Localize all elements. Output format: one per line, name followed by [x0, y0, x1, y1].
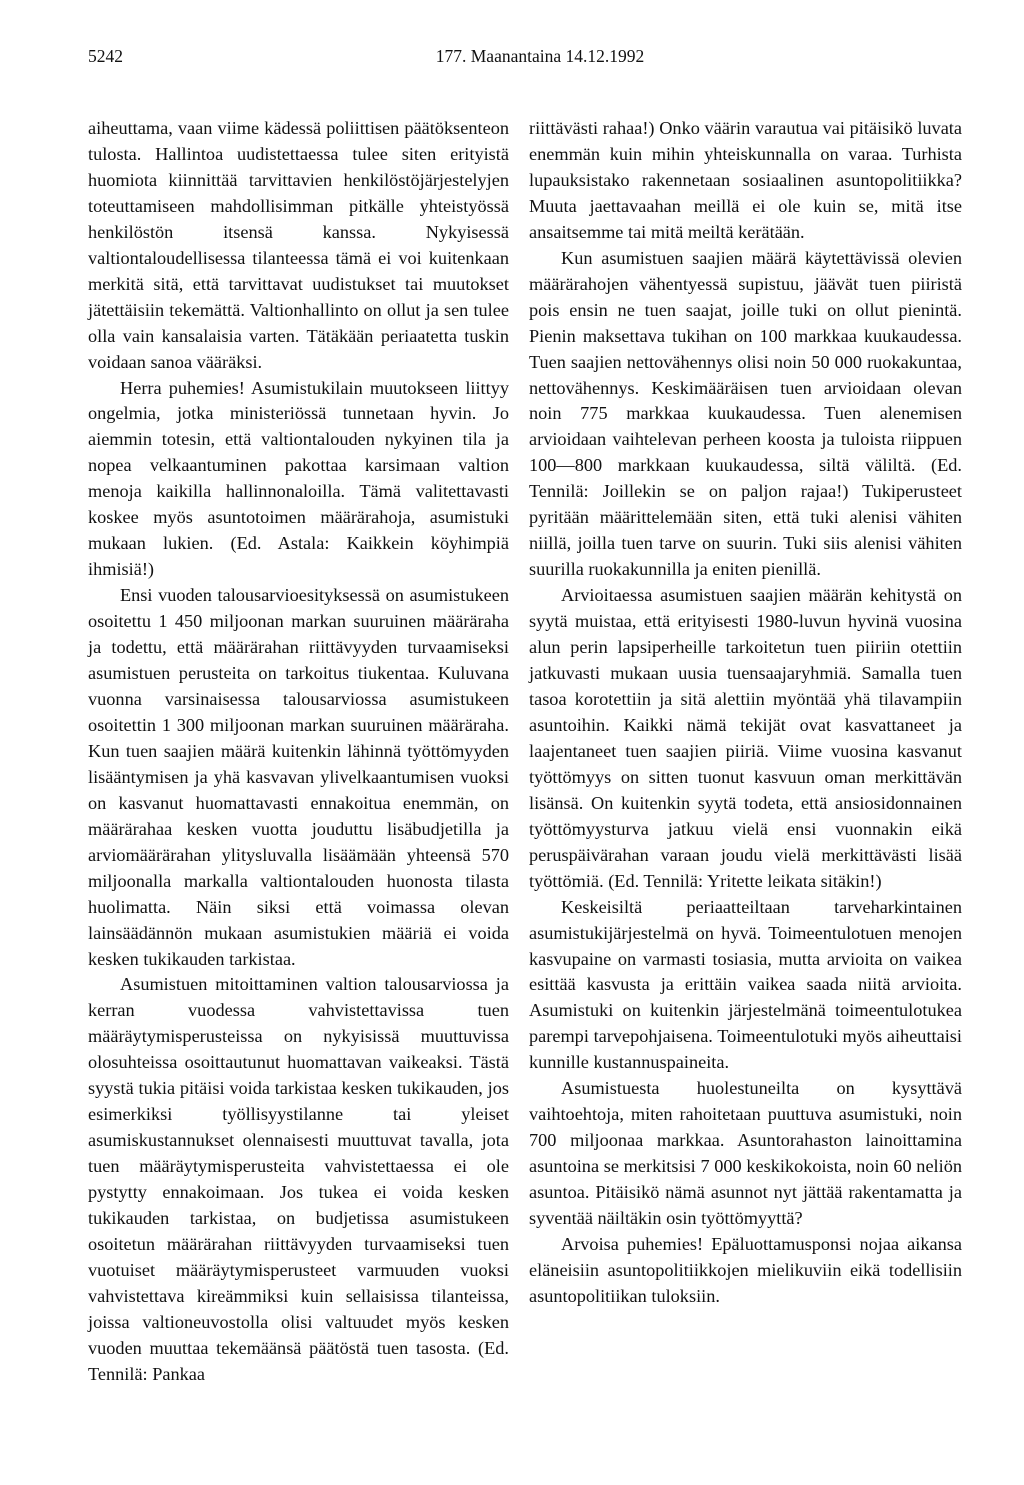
- paragraph: Ensi vuoden talousarvioesityksessä on asumistukeen osoitettu 1 450 miljoonan markan suuruinen määräraha ja todettu, että määrärahan riittävyyden turvaamiseksi asumistuen perusteita on tarkoitus tiukentaa. Kuluvana vuonna varsinaisessa talousarviossa asumistukeen osoitettin 1 300 miljoonan markan suuruinen määräraha. Kun tuen saajien määrä kuitenkin lähinnä työttömyyden lisääntymisen ja yhä kasvavan ylivelkaantumisen vuoksi on kasvanut huomattavasti ennakoitua enemmän, on määrärahaa kesken vuotta jouduttu lisäbudjetilla ja arviomäärärahan ylitysluvalla lisäämään yhteensä 570 miljoonalla markalla valtiontalouden huonosta tilasta huolimatta. Näin siksi että voimassa olevan lainsäädännön mukaan asumistukien määriä ei voida kesken tukikauden tarkistaa.: [88, 585, 509, 969]
- paragraph: riittävästi rahaa!) Onko väärin varautua vai pitäisikö luvata enemmän kuin mihin yhteiskunnalla on varaa. Turhista lupauksistako rakennetaan sosiaalinen asuntopolitiikka? Muuta jaettavaahan meillä ei ole kuin se, mitä itse ansaitsemme tai mitä meiltä kerätään.: [529, 118, 962, 242]
- paragraph: Kun asumistuen saajien määrä käytettävissä olevien määrärahojen vähentyessä supistuu, jäävät tuen piiristä pois ensin ne tuen saajat, joille tuki on ollut pienintä. Pienin maksettava tukihan on 100 markkaa kuukaudessa. Tuen saajien nettovähennys olisi noin 50 000 ruokakuntaa, nettovähennys. Keskimääräisen tuen arvioidaan olevan noin 775 markkaa kuukaudessa. Tuen alenemisen arvioidaan vaihtelevan perheen koosta ja tuloista riippuen 100—800 markkaan kuukaudessa, siltä väliltä. (Ed. Tennilä: Joillekin se on paljon rajaa!) Tukiperusteet pyritään määrittelemään siten, että tuki alenisi vähiten niillä, joilla tuen tarve on suurin. Tuki siis alenisi vähiten suurilla ruokakunnilla ja eniten pienillä.: [529, 247, 962, 580]
- paragraph: Arvoisa puhemies! Epäluottamusponsi nojaa aikansa eläneisiin asuntopolitiikkojen mielikuviin eikä todellisiin asuntopolitiikan tuloksiin.: [529, 1233, 962, 1306]
- paragraph: Keskeisiltä periaatteiltaan tarveharkintainen asumistukijärjestelmä on hyvä. Toimeentulotuen menojen kasvupaine on varmasti tosiasia, mutta arvioita on vaikea esittää kasvusta ja erittäin vaikea saada niitä arvioita. Asumistuki on kuitenkin järjestelmänä toimeentulotukea parempi tarvepohjaisena. Toimeentulotuki myös aiheuttaisi kunnille kustannuspaineita.: [529, 896, 962, 1073]
- paragraph: aiheuttama, vaan viime kädessä poliittisen päätöksenteon tulosta. Hallintoa uudistettaessa tulee siten erityistä huomiota kiinnittää tarvittavien henkilöstöjärjestelyjen toteuttamiseen mahdollisimman pitkälle yhteistyössä henkilöstön itsensä kanssa. Nykyisessä valtiontaloudellisessa tilanteessa tämä ei voi kuitenkaan merkitä sitä, että tarvittavat uudistukset tai muutokset jätettäisiin tekemättä. Valtionhallinto on ollut ja sen tulee olla vain kansalaisia varten. Tätäkään periaatetta tuskin voidaan sanoa vääräksi.: [88, 118, 509, 372]
- left-column: [88, 116, 509, 1388]
- paragraph: Herra puhemies! Asumistukilain muutokseen liittyy ongelmia, jotka ministeriössä tunnetaan hyvin. Jo aiemmin totesin, että valtiontalouden nykyinen tila ja nopea velkaantuminen pakottaa karsimaan valtion menoja kaikilla hallinnonaloilla. Tämä valitettavasti koskee myös asuntotoimen määrärahoja, asumistuki mukaan lukien. (Ed. Astala: Kaikkein köyhimpiä ihmisiä!): [88, 377, 509, 580]
- paragraph: Asumistuen mitoittaminen valtion talousarviossa ja kerran vuodessa vahvistettavissa tuen määräytymisperusteissa on nykyisissä muuttuvissa olosuhteissa osoittautunut huomattavan vaikeaksi. Tästä syystä tukia pitäisi voida tarkistaa kesken tukikauden, jos esimerkiksi työllisyystilanne tai yleiset asumiskustannukset olennaisesti muuttuvat tavalla, jota tuen määräytymisperusteita vahvistettaessa ei ole pystytty ennakoimaan. Jos tukea ei voida kesken tukikauden tarkistaa, on budjetissa asumistukeen osoitetun määrärahan riittävyyden turvaamiseksi tuen vuotuiset määräytymisperusteet varmuuden vuoksi vahvistettava kireämmiksi kuin sellaisissa tilanteissa, joissa valtioneuvostolla olisi valtuudet myös kesken vuoden muuttaa tekemäänsä päätöstä tuen tasosta. (Ed. Tennilä: Pankaa: [88, 974, 509, 1384]
- session-title: 177. Maanantaina 14.12.1992: [435, 46, 645, 66]
- page-header: [88, 46, 992, 82]
- right-column: [529, 116, 962, 1310]
- paragraph: Arvioitaessa asumistuen saajien määrän kehitystä on syytä muistaa, että erityisesti 1980-luvun hyvinä vuosina alun perin lapsiperheille tarkoitetun tuen piiriin otettiin jatkuvasti mukaan uusia tuensaajaryhmiä. Samalla tuen tasoa korotettiin ja sitä alettiin myöntää yhä tilavampiin asuntoihin. Kaikki nämä tekijät ovat kasvattaneet ja laajentaneet tuen saajien piiriä. Viime vuosina kasvanut työttömyys on sitten tuonut kasvuun oman merkittävän lisänsä. On kuitenkin syytä todeta, että ansiosidonnainen työttömyysturva jatkuu vielä ensi vuonnakin eikä peruspäivärahan varaan joudu vielä merkittävästi lisää työttömiä. (Ed. Tennilä: Yritette leikata sitäkin!): [529, 585, 962, 891]
- paragraph: Asumistuesta huolestuneilta on kysyttävä vaihtoehtoja, miten rahoitetaan puuttuva asumistuki, noin 700 miljoonaa markkaa. Asuntorahaston lainoittamina asuntoina se merkitsisi 7 000 keskikokoista, noin 60 neliön asuntoa. Pitäisikö nämä asunnot nyt jättää rakentamatta ja syventää näiltäkin osin työttömyyttä?: [529, 1078, 962, 1229]
- page-number: 5242: [88, 46, 123, 66]
